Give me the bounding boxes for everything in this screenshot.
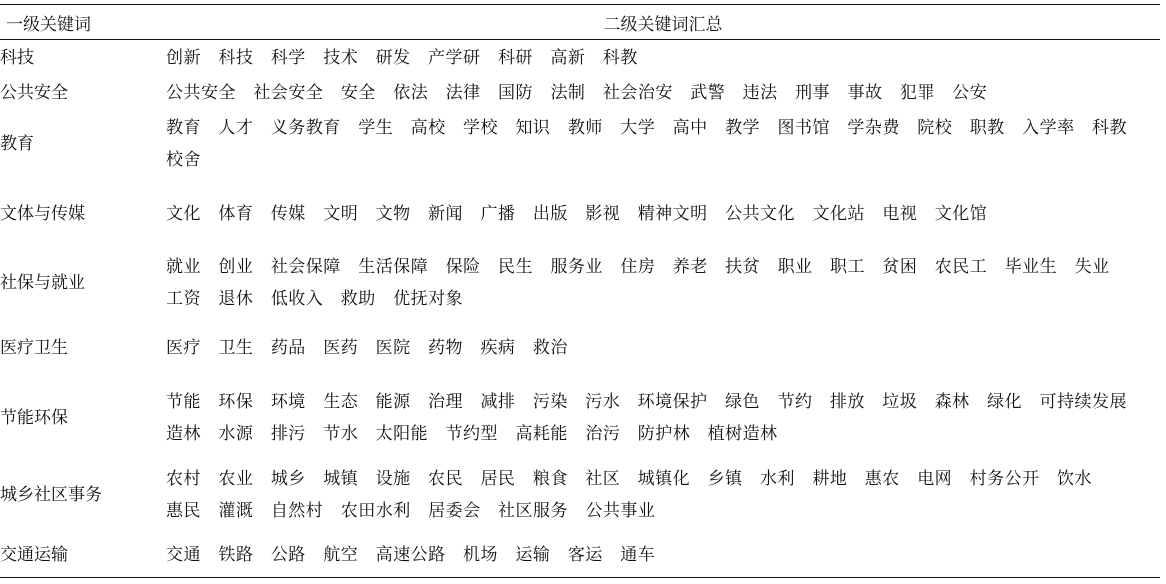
keyword-item: 刑事 <box>795 83 831 104</box>
table-header-row <box>0 5 1160 40</box>
keyword-item: 污染 <box>532 391 568 412</box>
keyword-item: 农田水利 <box>340 500 411 521</box>
keyword-item: 可持续发展 <box>1039 391 1127 412</box>
row-keywords <box>166 40 1160 76</box>
keyword-item: 优抚对象 <box>393 289 464 310</box>
keyword-item: 交通 <box>166 545 201 566</box>
row-keywords <box>166 177 1160 250</box>
row-keywords <box>166 533 1160 577</box>
keyword-item: 电网 <box>917 468 953 489</box>
keyword-item: 研发 <box>375 47 411 68</box>
keyword-item: 救助 <box>340 289 376 310</box>
keyword-item: 医药 <box>323 337 359 358</box>
keyword-item: 贫困 <box>882 257 918 278</box>
keyword-item: 扶贫 <box>725 257 761 278</box>
keyword-item: 毕业生 <box>1004 257 1058 278</box>
keyword-item: 饮水 <box>1057 468 1092 489</box>
keyword-item: 文化 <box>166 203 201 224</box>
keyword-item: 太阳能 <box>375 423 429 444</box>
row-category: 教育 <box>0 134 34 155</box>
row-category: 交通运输 <box>0 545 68 566</box>
keyword-item: 环保 <box>218 391 254 412</box>
keyword-item: 运输 <box>515 545 551 566</box>
table-row <box>0 111 1160 178</box>
keyword-item: 造林 <box>166 423 201 444</box>
keyword-item: 公路 <box>270 545 306 566</box>
row-keywords <box>166 250 1160 317</box>
keyword-item: 违法 <box>742 83 778 104</box>
keyword-item: 教师 <box>567 118 603 139</box>
table-row <box>0 317 1160 379</box>
keyword-item: 武警 <box>690 83 726 104</box>
keyword-item: 铁路 <box>218 545 254 566</box>
table-row <box>0 533 1160 577</box>
keyword-item: 大学 <box>620 118 656 139</box>
keyword-item: 社会保障 <box>270 257 341 278</box>
keyword-item: 公共文化 <box>725 203 796 224</box>
row-category: 科技 <box>0 47 34 68</box>
header-primary-keyword: 一级关键词 <box>0 5 166 40</box>
keyword-item: 法律 <box>445 83 481 104</box>
keyword-item: 污水 <box>585 391 621 412</box>
keyword-item: 人才 <box>218 118 254 139</box>
keyword-item: 药物 <box>428 337 464 358</box>
keyword-item: 文物 <box>375 203 411 224</box>
keyword-item: 安全 <box>340 83 376 104</box>
row-keywords <box>166 317 1160 379</box>
keyword-item: 科研 <box>497 47 533 68</box>
keyword-item: 农业 <box>218 468 254 489</box>
keyword-item: 学生 <box>358 118 394 139</box>
keyword-item: 养老 <box>672 257 708 278</box>
keyword-item: 社区服务 <box>498 500 569 521</box>
row-category: 节能环保 <box>0 407 68 428</box>
row-category: 文体与传媒 <box>0 203 85 224</box>
keyword-item: 出版 <box>532 203 568 224</box>
keyword-item: 法制 <box>550 83 586 104</box>
keyword-item: 惠民 <box>166 500 201 521</box>
keyword-item: 垃圾 <box>882 391 918 412</box>
keyword-item: 入学率 <box>1022 118 1075 139</box>
keyword-item: 高耗能 <box>515 423 568 444</box>
keyword-item: 治理 <box>428 391 464 412</box>
row-category: 公共安全 <box>0 83 68 104</box>
keyword-item: 电视 <box>882 203 918 224</box>
keyword-item: 农民工 <box>934 257 988 278</box>
keyword-item: 生活保障 <box>358 257 429 278</box>
keyword-item: 环境保护 <box>637 391 708 412</box>
keyword-item: 水源 <box>218 423 254 444</box>
keyword-item: 医院 <box>375 337 411 358</box>
keyword-item: 依法 <box>393 83 429 104</box>
keyword-item: 社区 <box>585 468 621 489</box>
keyword-table <box>0 4 1160 578</box>
keyword-item: 设施 <box>375 468 411 489</box>
keyword-item: 村务公开 <box>969 468 1040 489</box>
keyword-item: 教学 <box>725 118 761 139</box>
keyword-item: 住房 <box>620 257 656 278</box>
keyword-item: 客运 <box>567 545 603 566</box>
keyword-item: 传媒 <box>270 203 306 224</box>
keyword-item: 职业 <box>777 257 813 278</box>
keyword-item: 防护林 <box>637 423 691 444</box>
keyword-item: 保险 <box>445 257 481 278</box>
keyword-item: 犯罪 <box>899 83 935 104</box>
keyword-item: 社会安全 <box>253 83 324 104</box>
keyword-item: 节约型 <box>445 423 499 444</box>
keyword-item: 惠农 <box>864 468 900 489</box>
row-category: 医疗卫生 <box>0 337 68 358</box>
keyword-item: 治污 <box>585 423 621 444</box>
keyword-item: 高速公路 <box>375 545 446 566</box>
keyword-item: 社会治安 <box>602 83 673 104</box>
keyword-item: 低收入 <box>270 289 324 310</box>
keyword-item: 排污 <box>270 423 306 444</box>
keyword-item: 民生 <box>498 257 534 278</box>
keyword-item: 学杂费 <box>847 118 900 139</box>
keyword-item: 高中 <box>672 118 708 139</box>
keyword-item: 水利 <box>759 468 795 489</box>
row-keywords <box>166 379 1160 456</box>
keyword-item: 服务业 <box>550 257 603 278</box>
table-row <box>0 75 1160 110</box>
keyword-item: 绿色 <box>725 391 761 412</box>
keyword-item: 新闻 <box>428 203 464 224</box>
keyword-item: 科技 <box>218 47 254 68</box>
keyword-item: 航空 <box>323 545 359 566</box>
row-keywords <box>166 75 1160 110</box>
keyword-item: 产学研 <box>428 47 481 68</box>
table-body <box>0 40 1160 578</box>
keyword-item: 绿化 <box>987 391 1023 412</box>
keyword-item: 居委会 <box>428 500 481 521</box>
keyword-item: 城镇 <box>323 468 359 489</box>
keyword-item: 排放 <box>829 391 865 412</box>
keyword-item: 生态 <box>323 391 359 412</box>
keyword-item: 药品 <box>270 337 306 358</box>
keyword-item: 文化馆 <box>934 203 988 224</box>
keyword-item: 能源 <box>375 391 411 412</box>
keyword-item: 环境 <box>270 391 306 412</box>
keyword-item: 院校 <box>917 118 953 139</box>
keyword-item: 义务教育 <box>270 118 341 139</box>
keyword-item: 城镇化 <box>637 468 691 489</box>
table-row <box>0 177 1160 250</box>
keyword-item: 居民 <box>480 468 516 489</box>
keyword-item: 粮食 <box>532 468 568 489</box>
keyword-item: 文化站 <box>812 203 865 224</box>
keyword-item: 职工 <box>829 257 865 278</box>
keyword-item: 乡镇 <box>707 468 743 489</box>
keyword-item: 植树造林 <box>707 423 778 444</box>
keyword-item: 学校 <box>463 118 499 139</box>
keyword-item: 通车 <box>620 545 656 566</box>
header-secondary-keywords: 二级关键词汇总 <box>166 5 1160 40</box>
keyword-item: 医疗 <box>166 337 201 358</box>
keyword-item: 体育 <box>218 203 254 224</box>
keyword-item: 灌溉 <box>218 500 254 521</box>
table-row <box>0 40 1160 76</box>
row-keywords <box>166 456 1160 533</box>
keyword-item: 节约 <box>777 391 813 412</box>
keyword-item: 失业 <box>1074 257 1110 278</box>
table-row <box>0 250 1160 317</box>
keyword-item: 退休 <box>218 289 254 310</box>
keyword-item: 知识 <box>515 118 551 139</box>
keyword-item: 减排 <box>480 391 516 412</box>
keyword-item: 公安 <box>952 83 988 104</box>
table-row <box>0 456 1160 533</box>
keyword-item: 城乡 <box>270 468 306 489</box>
keyword-item: 救治 <box>532 337 568 358</box>
keyword-item: 机场 <box>463 545 499 566</box>
keyword-item: 科教 <box>1092 118 1127 139</box>
keyword-item: 教育 <box>166 118 201 139</box>
keyword-item: 技术 <box>323 47 359 68</box>
keyword-item: 就业 <box>166 257 201 278</box>
keyword-item: 职教 <box>969 118 1005 139</box>
row-category: 社保与就业 <box>0 273 85 294</box>
keyword-item: 校舍 <box>166 150 201 171</box>
row-category: 城乡社区事务 <box>0 484 102 505</box>
keyword-item: 事故 <box>847 83 883 104</box>
keyword-item: 公共事业 <box>585 500 656 521</box>
keyword-item: 广播 <box>480 203 516 224</box>
keyword-item: 疾病 <box>480 337 516 358</box>
keyword-item: 图书馆 <box>777 118 830 139</box>
row-keywords <box>166 111 1160 178</box>
keyword-item: 节能 <box>166 391 201 412</box>
keyword-item: 自然村 <box>270 500 324 521</box>
keyword-item: 创业 <box>218 257 254 278</box>
keyword-item: 文明 <box>323 203 359 224</box>
keyword-item: 农村 <box>166 468 201 489</box>
keyword-item: 节水 <box>323 423 359 444</box>
keyword-item: 影视 <box>585 203 621 224</box>
table-row <box>0 379 1160 456</box>
keyword-item: 公共安全 <box>166 83 236 104</box>
keyword-item: 高新 <box>550 47 586 68</box>
keyword-item: 耕地 <box>812 468 848 489</box>
keyword-item: 国防 <box>498 83 534 104</box>
keyword-item: 科学 <box>270 47 306 68</box>
keyword-item: 卫生 <box>218 337 254 358</box>
keyword-item: 精神文明 <box>637 203 708 224</box>
keyword-item: 科教 <box>602 47 638 68</box>
keyword-item: 森林 <box>934 391 970 412</box>
keyword-item: 高校 <box>410 118 446 139</box>
keyword-item: 农民 <box>428 468 464 489</box>
keyword-item: 工资 <box>166 289 201 310</box>
keyword-item: 创新 <box>166 47 201 68</box>
